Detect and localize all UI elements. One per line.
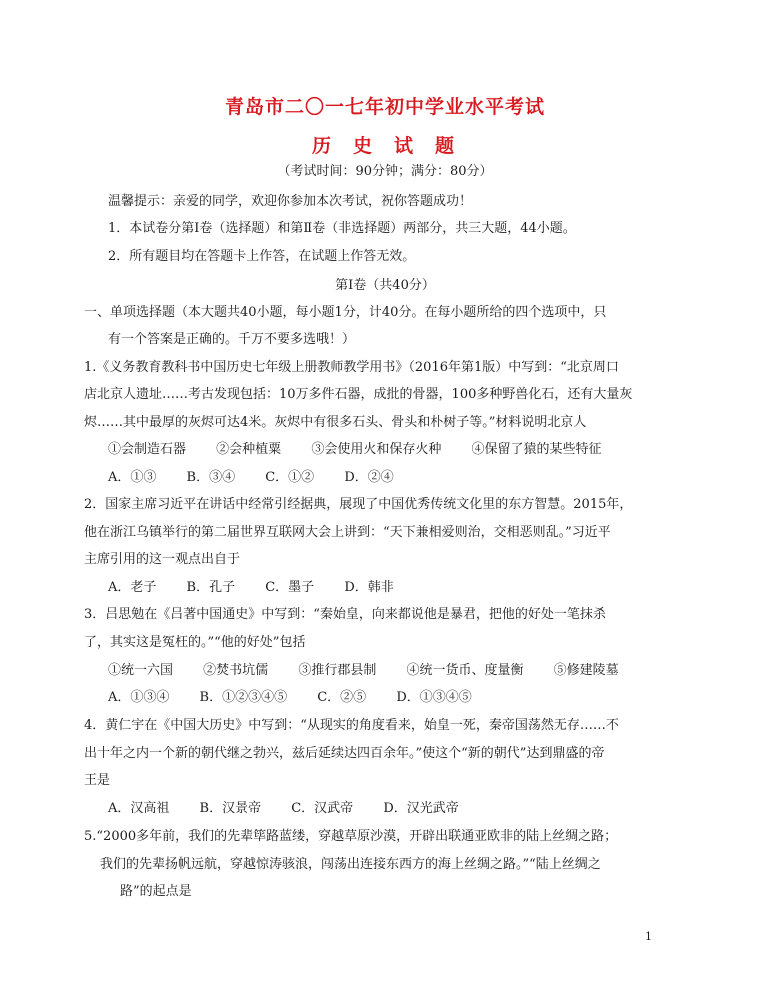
- q4-option-d[interactable]: D．汉光武帝: [383, 801, 459, 816]
- intro-tip: 温馨提示：亲爱的同学，欢迎你参加本次考试，祝你答题成功！: [108, 194, 473, 209]
- q4-option-b[interactable]: B．汉景帝: [199, 801, 262, 816]
- q2-option-c[interactable]: C．墨子: [265, 580, 315, 595]
- q3-line: 了，其实这是冤枉的。”“他的好处”包括: [84, 635, 306, 650]
- q1-item: ①会制造石器: [108, 442, 187, 457]
- q3-item: ③推行郡县制: [298, 663, 377, 678]
- q2-line: 2．国家主席习近平在讲话中经常引经据典，展现了中国优秀传统文化里的东方智慧。2015年，: [84, 497, 633, 512]
- q5-line: 我们的先辈扬帆远航，穿越惊涛骇浪，闯荡出连接东西方的海上丝绸之路。”“陆上丝绸之: [100, 857, 601, 872]
- q4-line: 4．黄仁宇在《中国大历史》中写到：“从现实的角度看来，始皇一死，秦帝国荡然无存……不: [84, 718, 619, 733]
- q3-item: ⑤修建陵墓: [553, 663, 619, 678]
- q1-items: [108, 441, 601, 459]
- q2-option-a[interactable]: A．老子: [108, 580, 157, 595]
- q3-options: [108, 689, 472, 707]
- q3-option-c[interactable]: C．②⑤: [317, 690, 367, 705]
- q1-item: ④保留了猿的某些特征: [471, 442, 602, 457]
- section-instruction-line-1: 一、单项选择题（本大题共40小题，每小题1分，计40分。在每小题所给的四个选项中，只: [84, 305, 607, 320]
- q3-items: [108, 662, 619, 680]
- intro-note-2: 2．所有题目均在答题卡上作答，在试题上作答无效。: [108, 249, 416, 264]
- exam-title: 青岛市二〇一七年初中学业水平考试: [224, 96, 545, 118]
- q4-options: [108, 800, 459, 818]
- q1-line: 1.《义务教育教科书中国历史七年级上册教师教学用书》（2016年第1版）中写到：“北京周口: [84, 360, 619, 375]
- q1-line: 店北京人遗址……考古发现包括：10万多件石器，成批的骨器，100多种野兽化石，还有大量灰: [84, 387, 633, 402]
- exam-info: （考试时间：90分钟；满分：80分）: [277, 164, 493, 179]
- exam-subtitle: 历史试题: [311, 135, 476, 157]
- q5-line: 5.“2000多年前，我们的先辈筚路蓝缕，穿越草原沙漠，开辟出联通亚欧非的陆上丝绸之路；: [84, 829, 618, 844]
- q1-option-b[interactable]: B．③④: [186, 470, 236, 485]
- q3-option-d[interactable]: D．①③④⑤: [396, 690, 472, 705]
- q4-line: 王是: [84, 773, 111, 788]
- q1-option-c[interactable]: C．①②: [265, 470, 315, 485]
- q3-line: 3．吕思勉在《吕著中国通史》中写到：“秦始皇，向来都说他是暴君，把他的好处一笔抹杀: [84, 607, 606, 622]
- part1-heading: 第Ⅰ卷（共40分）: [335, 278, 435, 293]
- page-number: 1: [645, 930, 652, 943]
- q2-line: 主席引用的这一观点出自于: [84, 552, 241, 567]
- q4-option-c[interactable]: C．汉武帝: [291, 801, 354, 816]
- intro-note-1: 1．本试卷分第Ⅰ卷（选择题）和第Ⅱ卷（非选择题）两部分，共三大题，44小题。: [108, 221, 576, 236]
- q3-option-b[interactable]: B．①②③④⑤: [199, 690, 288, 705]
- q1-option-d[interactable]: D．②④: [344, 470, 394, 485]
- q3-item: ④统一货币、度量衡: [406, 663, 524, 678]
- q3-item: ①统一六国: [108, 663, 174, 678]
- q3-option-a[interactable]: A．①③④: [108, 690, 170, 705]
- q4-line: 出十年之内一个新的朝代继之勃兴，兹后延续达四百余年。”使这个“新的朝代”达到鼎盛的帝: [84, 746, 605, 761]
- q1-options: [108, 469, 394, 487]
- q1-line: 烬……其中最厚的灰烬可达4米。灰烬中有很多石头、骨头和朴树子等。”材料说明北京人: [84, 415, 587, 430]
- q1-item: ②会种植粟: [216, 442, 282, 457]
- q3-item: ②焚书坑儒: [203, 663, 269, 678]
- q5-line: 路”的起点是: [120, 884, 192, 899]
- q2-options: [108, 579, 394, 597]
- q1-item: ③会使用火和保存火种: [311, 442, 442, 457]
- section-instruction-line-2: 有一个答案是正确的。千万不要多选哦！）: [108, 332, 356, 347]
- q2-line: 他在浙江乌镇举行的第二届世界互联网大会上讲到：“天下兼相爱则治，交相恶则乱。”习近平: [84, 525, 611, 540]
- q2-option-b[interactable]: B．孔子: [186, 580, 236, 595]
- q1-option-a[interactable]: A．①③: [108, 470, 157, 485]
- q4-option-a[interactable]: A．汉高祖: [108, 801, 170, 816]
- q2-option-d[interactable]: D．韩非: [344, 580, 394, 595]
